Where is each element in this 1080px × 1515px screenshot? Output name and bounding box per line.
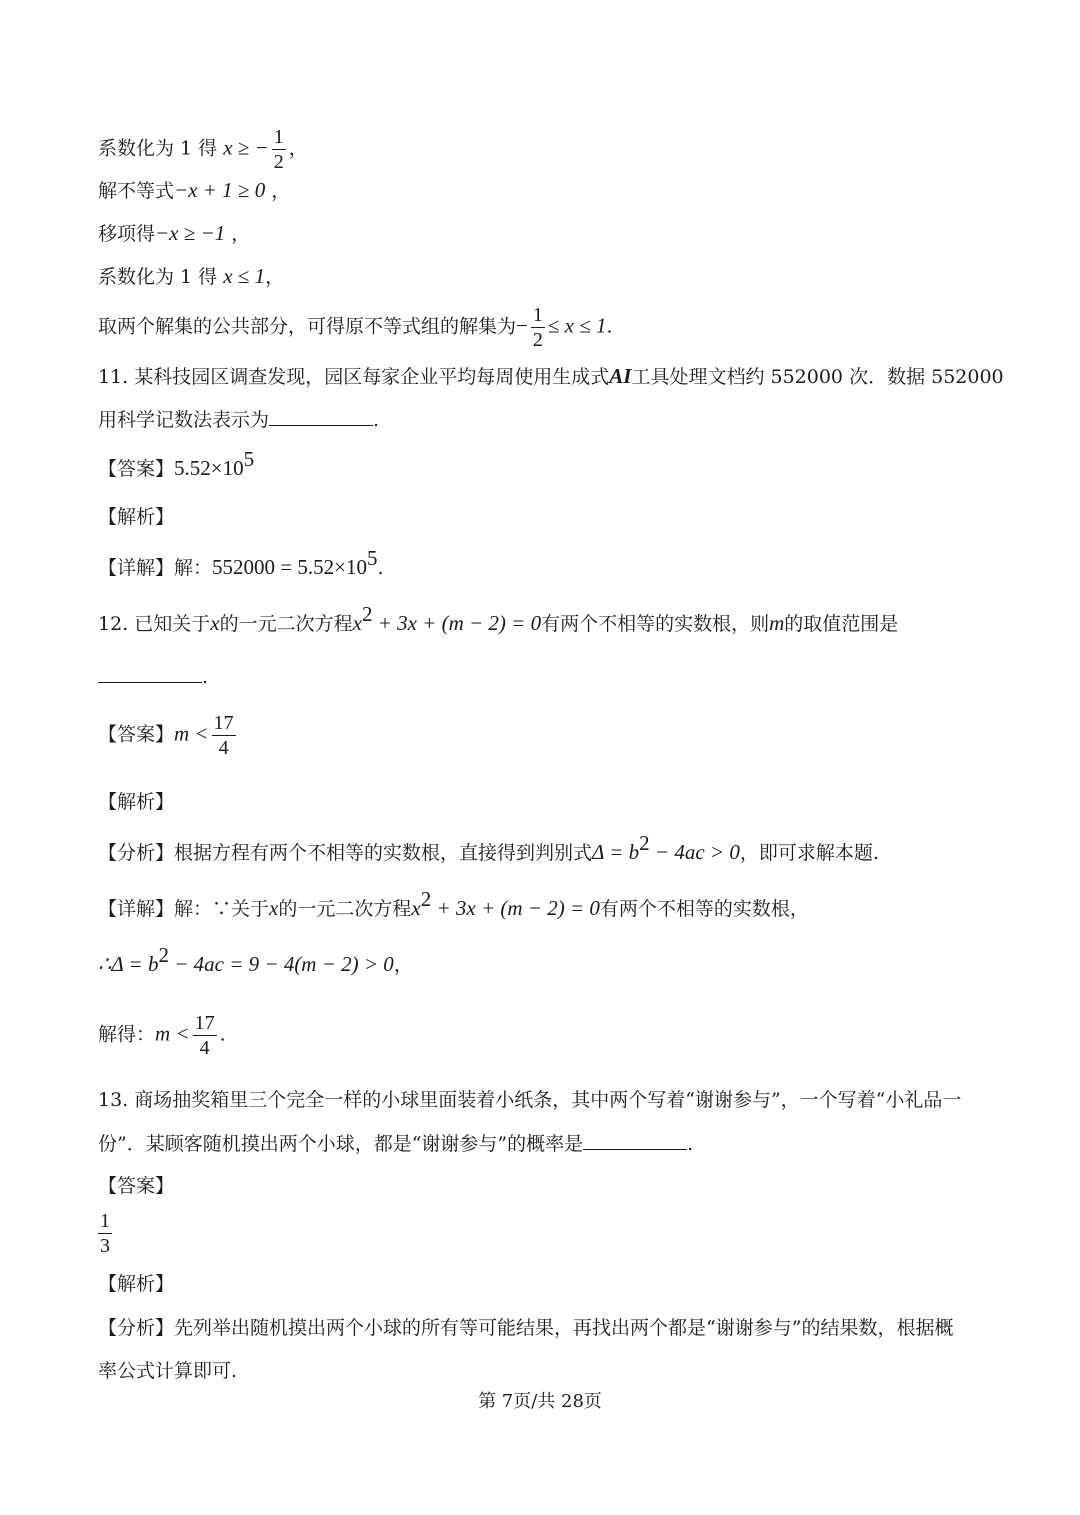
question-text: 份”．某顾客随机摸出两个小球，都是“谢谢参与”的概率是 bbox=[98, 1133, 584, 1155]
text: 系数化为 1 得 bbox=[98, 137, 224, 160]
text: . bbox=[606, 315, 613, 338]
math: x bbox=[352, 611, 362, 635]
math: ≤ x ≤ 1 bbox=[547, 313, 607, 338]
line-common-part bbox=[98, 304, 613, 351]
line-coef-1 bbox=[98, 126, 308, 173]
numerator: 1 bbox=[273, 126, 284, 148]
q11-answer bbox=[98, 447, 255, 481]
math: + 3x + (m − 2) = 0 bbox=[431, 896, 600, 920]
q11-detail bbox=[98, 546, 384, 580]
denominator: 2 bbox=[532, 329, 543, 351]
text: 先列举出随机摸出两个小球的所有等可能结果，再找出两个都是“谢谢参与”的结果数，根据概 bbox=[174, 1317, 954, 1339]
q11-line1 bbox=[98, 364, 1004, 389]
numerator: 17 bbox=[194, 1012, 215, 1034]
q13-answer-tag bbox=[98, 1174, 174, 1198]
denominator: 4 bbox=[199, 1037, 210, 1059]
answer-blank bbox=[583, 1131, 687, 1150]
question-text: 11. 某科技园区调查发现，园区每家企业平均每周使用生成式 bbox=[98, 366, 610, 388]
answer-tag: 【答案】 bbox=[98, 1175, 175, 1197]
text: 根据方程有两个不相等的实数根，直接得到判别式 bbox=[174, 842, 593, 864]
text: 解： bbox=[174, 557, 213, 579]
math: ∴Δ = b bbox=[98, 952, 159, 976]
q12-line1 bbox=[98, 602, 899, 636]
analysis-tag: 【解析】 bbox=[98, 1273, 175, 1295]
math: x bbox=[269, 896, 279, 920]
text: . bbox=[219, 1023, 226, 1046]
text: 解不等式 bbox=[98, 180, 175, 202]
numerator: 17 bbox=[213, 712, 234, 734]
detail-tag: 【详解】 bbox=[98, 898, 175, 920]
math: x bbox=[411, 896, 421, 920]
text: 系数化为 1 得 bbox=[98, 266, 224, 288]
math: − 4ac = 9 − 4(m − 2) > 0 bbox=[168, 952, 394, 976]
fraction bbox=[98, 1210, 112, 1257]
answer-value: m < bbox=[174, 721, 209, 746]
analysis-tag: 【解析】 bbox=[98, 506, 175, 528]
text: ，即可求解本题. bbox=[739, 842, 879, 864]
denominator: 2 bbox=[273, 151, 284, 173]
math: −x + 1 ≥ 0 bbox=[174, 178, 266, 202]
line-solve-ineq bbox=[98, 178, 290, 203]
analysis-tag: 【解析】 bbox=[98, 791, 175, 813]
question-text: 的一元二次方程 bbox=[219, 613, 353, 635]
q12-detail bbox=[98, 887, 809, 921]
text: ， bbox=[225, 223, 251, 245]
line-coef-2 bbox=[98, 264, 284, 289]
q13-answer bbox=[98, 1210, 112, 1257]
q12-analysis bbox=[98, 790, 174, 814]
q11-analysis bbox=[98, 505, 174, 529]
text: 解：∵关于 bbox=[174, 898, 270, 920]
math: AI bbox=[609, 364, 632, 388]
text: 取两个解集的公共部分，可得原不等式组的解集为 bbox=[98, 315, 517, 338]
q13-fenxi-2 bbox=[98, 1359, 237, 1383]
answer-blank bbox=[269, 407, 373, 426]
denominator: 3 bbox=[100, 1235, 110, 1257]
question-text: 用科学记数法表示为 bbox=[98, 409, 270, 431]
q13-analysis bbox=[98, 1272, 174, 1296]
text: ， bbox=[288, 137, 308, 160]
exponent: 2 bbox=[361, 602, 373, 626]
answer-tag: 【答案】 bbox=[98, 458, 175, 480]
math: x bbox=[210, 611, 220, 635]
detail-tag: 【详解】 bbox=[98, 557, 175, 579]
text: ， bbox=[265, 180, 291, 202]
q13-fenxi-1 bbox=[98, 1316, 953, 1340]
math: + 3x + (m − 2) = 0 bbox=[372, 611, 542, 635]
exponent: 2 bbox=[158, 943, 169, 967]
math: x ≥ − bbox=[223, 135, 269, 160]
question-text: 工具处理文档约 552000 次．数据 552000 bbox=[631, 366, 1004, 388]
line-move-term bbox=[98, 221, 250, 246]
fraction bbox=[212, 712, 236, 759]
numerator: 1 bbox=[100, 1210, 110, 1232]
text: 的一元二次方程 bbox=[278, 898, 412, 920]
question-text: 13. 商场抽奖箱里三个完全一样的小球里面装着小纸条，其中两个写着“谢谢参与”，一个写着“小礼品一 bbox=[98, 1089, 962, 1111]
exponent: 5 bbox=[243, 447, 255, 471]
q12-answer bbox=[98, 712, 239, 759]
fraction bbox=[531, 304, 545, 351]
numerator: 1 bbox=[532, 304, 543, 326]
text: . bbox=[377, 557, 384, 579]
exponent: 5 bbox=[366, 546, 378, 570]
math: 552000 = 5.52×10 bbox=[212, 555, 367, 579]
fraction bbox=[272, 126, 286, 173]
q13-line2 bbox=[98, 1131, 693, 1156]
question-text: 12. 已知关于 bbox=[98, 613, 211, 635]
q11-line2: 用科学记数法表示为 . bbox=[98, 409, 380, 431]
exponent: 2 bbox=[420, 887, 432, 911]
math: −x ≥ −1 bbox=[155, 221, 226, 245]
math: − bbox=[516, 313, 528, 338]
answer-blank bbox=[98, 664, 202, 683]
q12-solve bbox=[98, 1012, 226, 1059]
question-text: 的取值范围是 bbox=[784, 613, 899, 635]
text: . bbox=[687, 1133, 694, 1155]
q13-line1 bbox=[98, 1088, 961, 1112]
math: Δ = b bbox=[592, 840, 640, 864]
q12-fenxi bbox=[98, 831, 879, 865]
text: ， bbox=[265, 266, 285, 288]
q12-blank-line: . bbox=[98, 664, 208, 689]
answer-tag: 【答案】 bbox=[98, 723, 175, 746]
denominator: 4 bbox=[218, 737, 229, 759]
question-text: 有两个不相等的实数根，则 bbox=[541, 613, 770, 635]
exponent: 2 bbox=[639, 831, 650, 855]
fraction bbox=[193, 1012, 217, 1059]
math: m bbox=[769, 611, 785, 635]
text: 移项得 bbox=[98, 223, 156, 245]
fenxi-tag: 【分析】 bbox=[98, 1317, 175, 1339]
math: − 4ac > 0 bbox=[649, 840, 740, 864]
answer-value: 5.52×10 bbox=[174, 456, 244, 480]
math: m < bbox=[155, 1021, 190, 1046]
math: x ≤ 1 bbox=[223, 264, 266, 288]
text: 有两个不相等的实数根， bbox=[599, 898, 809, 920]
text: 率公式计算即可. bbox=[98, 1360, 238, 1382]
page-footer: 第 7页/共 28页 bbox=[478, 1391, 602, 1412]
fenxi-tag: 【分析】 bbox=[98, 842, 175, 864]
q12-therefore bbox=[98, 943, 413, 977]
text: ， bbox=[393, 954, 413, 976]
text: 解得： bbox=[98, 1023, 156, 1046]
